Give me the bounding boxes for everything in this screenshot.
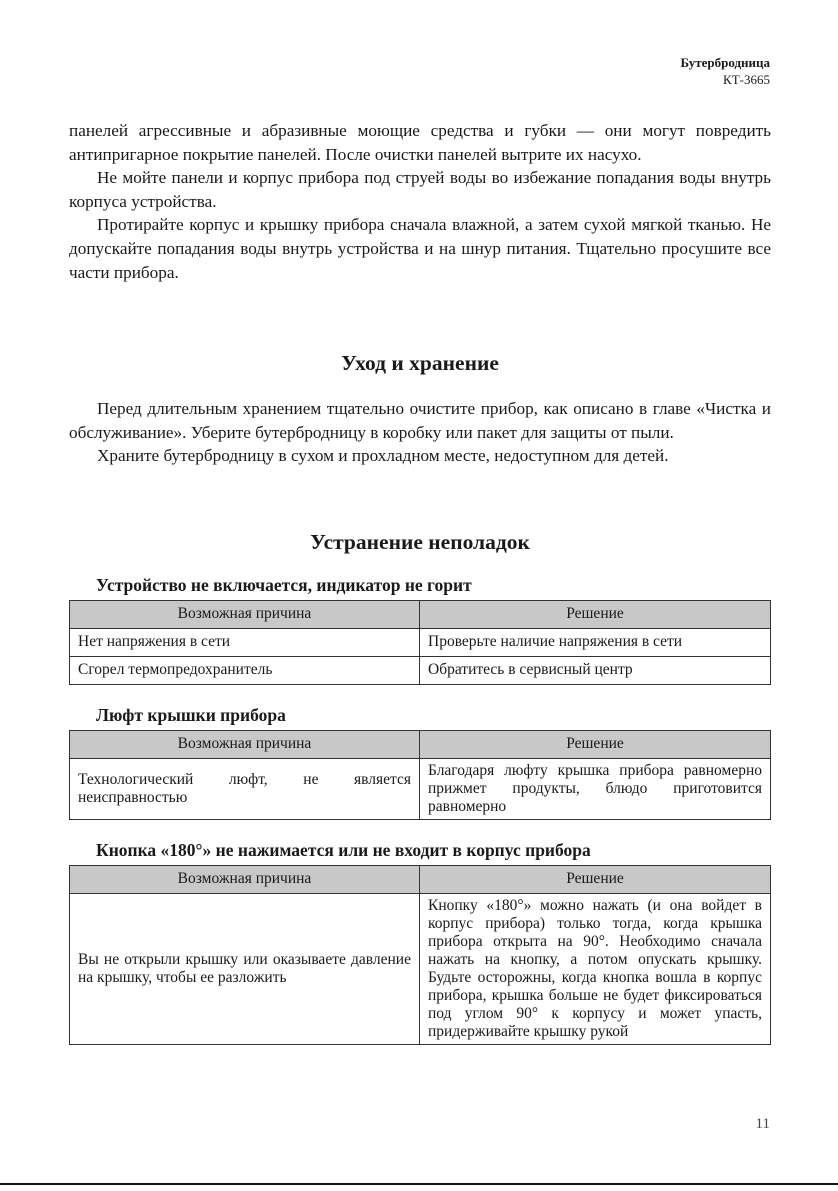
bottom-rule [0, 1183, 838, 1185]
solution-header: Решение [420, 865, 771, 893]
cause-header: Возможная причина [70, 865, 420, 893]
model-number: КТ-3665 [723, 72, 770, 87]
solution-header: Решение [420, 730, 771, 758]
running-head [680, 54, 770, 88]
solution-cell: Обратитесь в сервисный центр [420, 656, 771, 684]
intro-paragraph-2: Не мойте панели и корпус прибора под струей воды во избежание попадания воды внутрь корпуса устройства. [69, 168, 771, 211]
cause-cell: Технологический люфт, не является неисправностью [70, 758, 420, 819]
intro-paragraph-1: панелей агрессивные и абразивные моющие средства и губки — они могут повредить антипригарное покрытие панелей. После очистки панелей вытрите их насухо. [69, 121, 771, 164]
problem-1-title: Устройство не включается, индикатор не горит [96, 574, 472, 595]
solution-cell: Проверьте наличие напряжения в сети [420, 628, 771, 656]
problem-2-table [69, 730, 771, 820]
care-paragraph-1: Перед длительным хранением тщательно очистите прибор, как описано в главе «Чистка и обслуживание». Уберите бутербродницу в коробку или пакет для защиты от пыли. [69, 399, 771, 442]
solution-cell: Благодаря люфту крышка прибора равномерно прижмет продукты, блюдо приготовится равномерно [420, 758, 771, 819]
table-row [70, 758, 771, 819]
care-paragraph-2: Храните бутербродницу в сухом и прохладном месте, недоступном для детей. [97, 446, 669, 466]
table-row [70, 656, 771, 684]
page-number: 11 [755, 1116, 770, 1132]
solution-cell: Кнопку «180°» можно нажать (и она войдет в корпус прибора) только тогда, когда крышка прибора открыта на 90°. Необходимо сначала нажать на кнопку, а потом опускать крышку. Будьте осторожны, когда кнопка вошла в корпус прибора, крышка больше не будет фиксироваться под углом 90° к корпусу и может упасть, придерживайте крышку рукой [420, 893, 771, 1044]
cause-cell: Сгорел термопредохранитель [70, 656, 420, 684]
problem-1-table [69, 600, 771, 685]
page-content [69, 119, 771, 1045]
troubleshooting-section-title: Устранение неполадок [310, 529, 530, 554]
cause-cell: Вы не открыли крышку или оказываете давление на крышку, чтобы ее разложить [70, 893, 420, 1044]
table-row [70, 628, 771, 656]
care-section-title: Уход и хранение [341, 351, 499, 376]
problem-2-title: Люфт крышки прибора [96, 704, 286, 725]
problem-3-table [69, 865, 771, 1045]
product-name: Бутербродница [680, 55, 770, 70]
solution-header: Решение [420, 600, 771, 628]
intro-paragraph-3: Протирайте корпус и крышку прибора сначала влажной, а затем сухой мягкой тканью. Не допускайте попадания воды внутрь устройства и на шнур питания. Тщательно просушите все части прибора. [69, 215, 771, 282]
cause-cell: Нет напряжения в сети [70, 628, 420, 656]
table-row [70, 893, 771, 1044]
cause-header: Возможная причина [70, 600, 420, 628]
problem-3-title: Кнопка «180°» не нажимается или не входит в корпус прибора [96, 839, 591, 860]
cause-header: Возможная причина [70, 730, 420, 758]
